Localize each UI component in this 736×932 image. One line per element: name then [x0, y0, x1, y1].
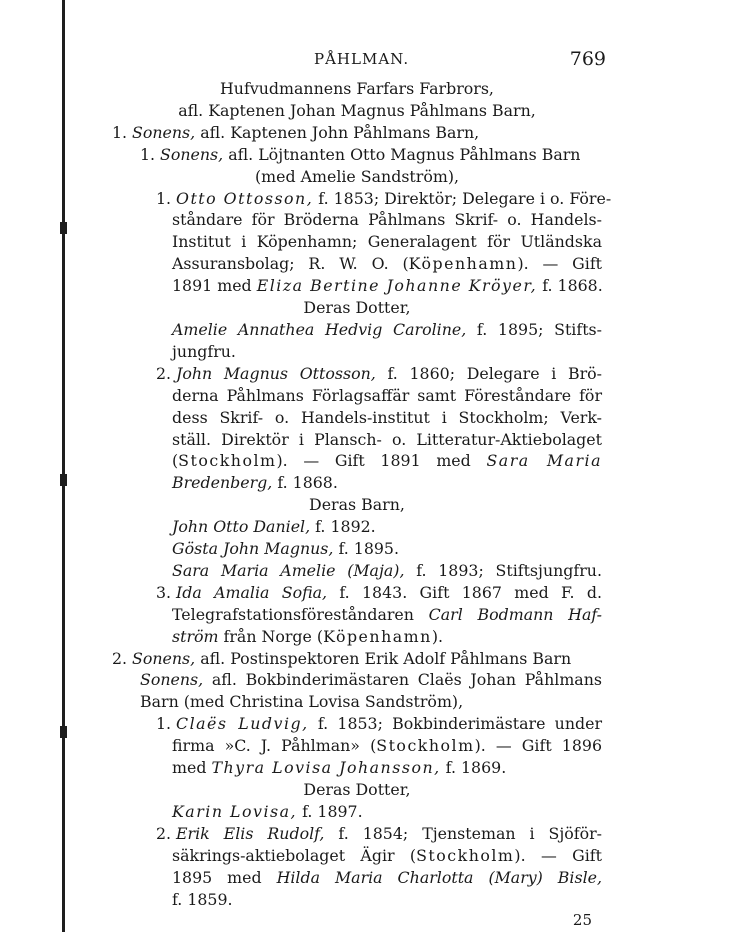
entry-line: derna Påhlmans Förlagsaffär samt Föreståndare för — [172, 385, 602, 405]
entry-line — [112, 122, 602, 144]
subheading: Deras Dotter, — [303, 780, 411, 799]
person-name: John Magnus Ottosson, — [176, 363, 376, 383]
entry-text: 1895 med — [172, 867, 277, 887]
entry-text: från Norge ( — [218, 626, 324, 646]
person-name: Amelie Annathea Hedvig Caroline, — [172, 319, 467, 339]
entry-line: f. 1859. — [172, 889, 233, 909]
entry-line — [112, 669, 602, 691]
entry-line — [112, 538, 602, 560]
person-name: Karin Lovisa, — [172, 801, 298, 821]
entry-text: f. 1853; Direktör; Delegare i o. Före- — [313, 188, 612, 208]
entry-number: 2. — [112, 648, 128, 668]
entry-line — [112, 604, 602, 626]
person-name: Sonens, — [132, 648, 196, 668]
entry-text: firma »C. J. Påhlman» ( — [172, 736, 377, 756]
entry-line — [112, 845, 602, 867]
binding-mark — [60, 726, 67, 738]
person-name: Sonens, — [132, 122, 196, 142]
person-name: Thyra Lovisa Johansson, — [211, 758, 441, 778]
entry-line — [112, 188, 612, 210]
entry-line — [112, 626, 602, 648]
entry-line — [112, 560, 602, 582]
person-name: Gösta John Magnus, — [172, 539, 334, 559]
entry-text: afl. Kaptenen John Påhlmans Barn, — [195, 122, 480, 142]
entry-line — [112, 735, 602, 757]
entry-text: f. 1895. — [333, 539, 399, 559]
entry-line: (med Amelie Sandström), — [254, 166, 460, 186]
entry-text: ). — Gift — [517, 254, 603, 274]
entry-text: f. 1853; Bokbinderimästare under — [308, 714, 603, 734]
person-name: Bredenberg, — [172, 473, 273, 493]
place-name: Stockholm — [416, 845, 515, 865]
entry-line — [112, 713, 602, 735]
entry-line — [112, 757, 602, 779]
entry-text: Assuransbolag; R. W. O. ( — [172, 254, 409, 274]
entry-text: f. 1897. — [297, 801, 363, 821]
entry-text: f. 1893; Stiftsjungfru. — [404, 560, 602, 580]
person-name: Sonens, — [160, 144, 224, 164]
person-name: Otto Ottosson, — [176, 188, 314, 208]
entry-line — [112, 823, 602, 845]
entry-line — [112, 253, 602, 275]
person-name: John Otto Daniel, — [172, 517, 311, 537]
person-name: Sara Maria — [486, 451, 602, 471]
entry-text: f. 1895; Stifts- — [466, 319, 602, 339]
entry-line — [112, 275, 602, 297]
entry-text: f. 1892. — [310, 517, 376, 537]
entry-text: med — [172, 758, 212, 778]
entry-text: 1891 med — [172, 276, 257, 296]
page-header — [112, 48, 606, 78]
entry-number: 2. — [156, 363, 172, 383]
entry-number: 2. — [156, 823, 172, 843]
entry-line — [112, 516, 602, 538]
entry-text: ). — Gift 1891 med — [276, 451, 487, 471]
person-name: Eliza Bertine Johanne Kröyer, — [256, 276, 538, 296]
place-name: Köpenhamn — [323, 626, 432, 646]
entry-line — [112, 472, 602, 494]
entry-line — [112, 801, 602, 823]
person-name: Sonens, — [140, 670, 204, 690]
entry-line — [112, 450, 602, 472]
person-name: Ida Amalia Sofia, — [176, 582, 328, 602]
entry-text: f. 1843. Gift 1867 med F. d. — [327, 582, 603, 602]
binding-line — [62, 0, 65, 932]
section-heading: Hufvudmannens Farfars Farbrors, — [220, 79, 494, 98]
entry-number: 1. — [156, 188, 172, 208]
entry-line: ställ. Direktör i Plansch- o. Litteratur-Aktiebolaget — [172, 429, 602, 449]
entry-text: Telegrafstationsföreståndaren — [172, 604, 429, 624]
entry-line — [112, 867, 602, 889]
entry-number: 3. — [156, 582, 172, 602]
entry-line: jungfru. — [172, 341, 236, 361]
entry-text: afl. Löjtnanten Otto Magnus Påhlmans Barn — [223, 144, 581, 164]
section-heading: afl. Kaptenen Johan Magnus Påhlmans Barn, — [178, 100, 536, 120]
person-name: ström — [172, 626, 219, 646]
entry-text: ). — Gift — [514, 845, 602, 865]
entry-line — [112, 363, 602, 385]
entry-text: afl. Postinspektoren Erik Adolf Påhlmans Barn — [195, 648, 572, 668]
person-name: Claës Ludvig, — [176, 714, 309, 734]
signature-mark: 25 — [572, 911, 592, 930]
entry-text: ). — [431, 626, 444, 646]
entry-line — [112, 582, 602, 604]
binding-mark — [60, 474, 67, 486]
entry-line: dess Skrif- o. Handels-institut i Stockholm; Verk- — [172, 407, 602, 427]
entry-text: f. 1869. — [440, 758, 507, 778]
entry-line: ståndare för Bröderna Påhlmans Skrif- o. Handels- — [172, 210, 602, 230]
entry-line — [112, 319, 602, 341]
entry-number: 1. — [140, 144, 156, 164]
subheading: Deras Barn, — [309, 495, 405, 515]
entry-text: f. 1868. — [537, 276, 603, 296]
place-name: Stockholm — [376, 736, 475, 756]
entry-text: f. 1868. — [272, 473, 338, 493]
entry-line — [112, 648, 602, 670]
person-name: Erik Elis Rudolf, — [176, 823, 325, 843]
place-name: Köpenhamn — [408, 254, 518, 274]
entry-text: säkrings-aktiebolaget Ägir ( — [172, 845, 417, 865]
person-name: Hilda Maria Charlotta (Mary) Bisle, — [276, 867, 602, 887]
place-name: Stockholm — [178, 451, 277, 471]
entry-text: f. 1860; Delegare i Brö- — [375, 363, 602, 383]
entry-number: 1. — [156, 714, 172, 734]
binding-edge — [0, 0, 66, 932]
page — [112, 48, 612, 930]
entry-text: afl. Bokbinderimästaren Claës Johan Påhlmans — [203, 670, 602, 690]
entry-text: ( — [172, 451, 179, 471]
entry-line: Institut i Köpenhamn; Generalagent för Utländska — [172, 232, 602, 252]
binding-mark — [60, 222, 67, 234]
running-head: PÅHLMAN. — [314, 50, 410, 68]
person-name: Carl Bodmann Haf- — [428, 604, 602, 624]
entry-text: f. 1854; Tjensteman i Sjöför- — [324, 823, 603, 843]
person-name: Sara Maria Amelie (Maja), — [172, 560, 405, 580]
page-number: 769 — [569, 48, 606, 70]
entry-text: ). — Gift 1896 — [474, 736, 602, 756]
entry-line — [112, 144, 602, 166]
entry-line: Barn (med Christina Lovisa Sandström), — [140, 692, 464, 712]
entry-number: 1. — [112, 122, 128, 142]
subheading: Deras Dotter, — [303, 298, 411, 318]
